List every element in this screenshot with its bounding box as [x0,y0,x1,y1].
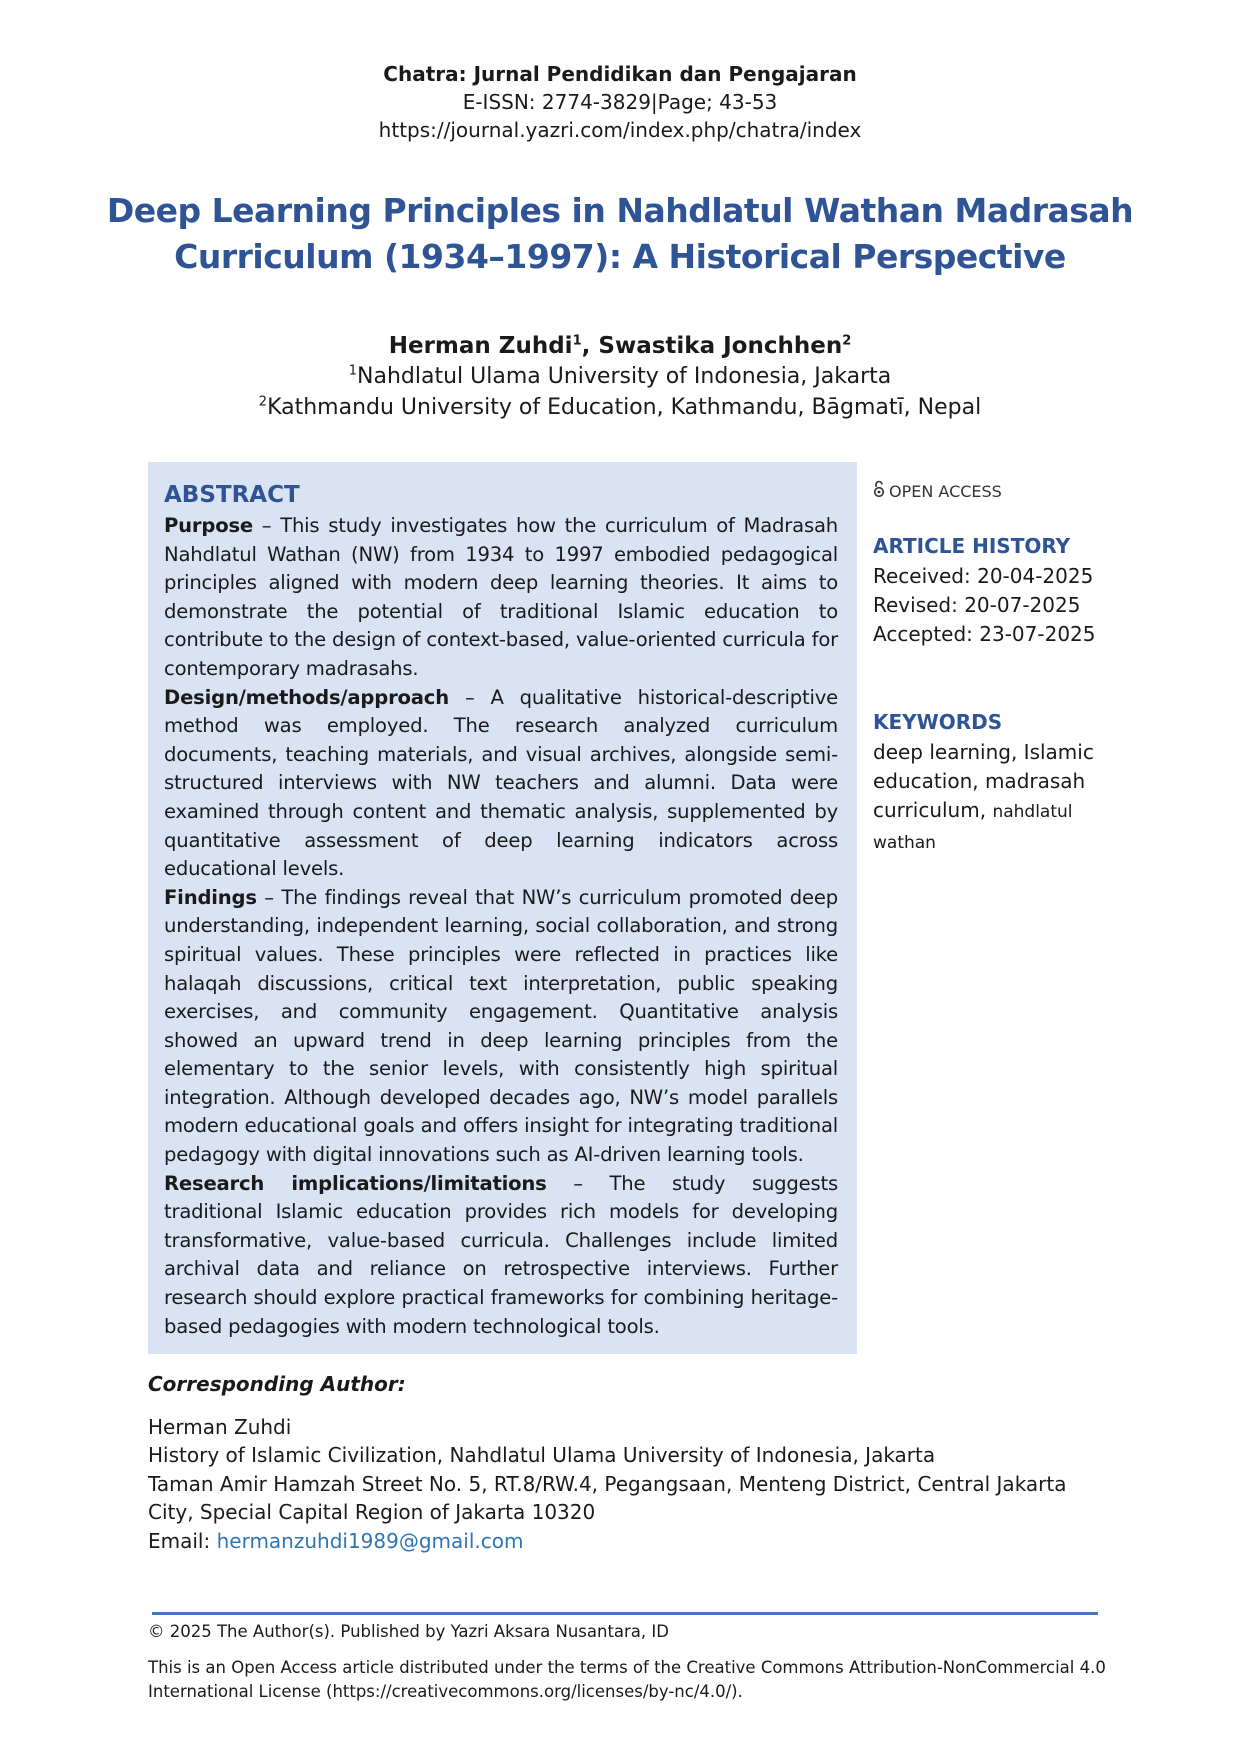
author-2-sup: 2 [842,333,852,349]
received-date: Received: 20-04-2025 [873,564,1094,588]
abstract-findings [164,884,838,1170]
copyright-notice: © 2025 The Author(s). Published by Yazri Aksara Nusantara, ID [148,1622,669,1641]
journal-header [0,60,1240,144]
corresponding-address: Taman Amir Hamzah Street No. 5, RT.8/RW.4, Pegangsaan, Menteng District, Central Jakarta City, Special Capital Region of Jakarta 10320 [148,1471,1067,1525]
abstract-purpose [164,512,838,684]
open-access-lock-icon [873,480,885,502]
design-text: – A qualitative historical-descriptive method was employed. The research analyzed curriculum documents, teaching materials, and visual archives, alongside semi-structured interviews with NW teachers and alumni. Data were examined through content and thematic analysis, supplemented by quantitative assessment of deep learning indicators across educational levels. [164,685,838,881]
keywords-small: nahdlatul wathan [873,802,1073,853]
keywords-section [873,710,1113,858]
affiliation-2-text: Kathmandu University of Education, Kathmandu, Bāgmatī, Nepal [267,395,982,420]
journal-url[interactable]: https://journal.yazri.com/index.php/chatra/index [378,118,862,142]
corresponding-email-line [148,1527,1108,1556]
author-1-sup: 1 [572,333,582,349]
abstract-design [164,684,838,884]
title-line-1: Deep Learning Principles in Nahdlatul Wathan Madrasah [106,191,1134,230]
license-notice: This is an Open Access article distributed under the terms of the Creative Commons Attribution-NonCommercial 4.0 International License (https://creativecommons.org/licenses/by-nc/4.0/). [148,1658,1106,1701]
affiliation-1-text: Nahdlatul Ulama University of Indonesia, Jakarta [357,364,892,389]
paper-title [100,188,1140,280]
purpose-text: – This study investigates how the curriculum of Madrasah Nahdlatul Wathan (NW) from 1934 to 1997 embodied pedagogical principles aligned with modern deep learning theories. It aims to demonstrate the potential of traditional Islamic education to contribute to the design of context-based, value-oriented curricula for contemporary madrasahs. [164,514,838,680]
open-access-badge [873,480,1113,502]
accepted-date: Accepted: 23-07-2025 [873,622,1096,646]
article-history-heading: ARTICLE HISTORY [873,534,1071,558]
journal-name: Chatra: Jurnal Pendidikan dan Pengajaran [383,62,857,86]
email-link[interactable]: hermanzuhdi1989@gmail.com [216,1528,524,1553]
research-label: Research implications/limitations [164,1171,547,1195]
journal-issn: E-ISSN: 2774-3829|Page; 43-53 [462,90,778,114]
author-2: Swastika Jonchhen [598,333,843,359]
research-text: – The study suggests traditional Islamic education provides rich models for developing transformative, value-based curricula. Challenges include limited archival data and reliance on retrospective interviews. Further research should explore practical frameworks for combining heritage-based pedagogies with modern technological tools. [164,1171,839,1338]
abstract-heading: ABSTRACT [164,482,300,508]
corresponding-author [148,1370,1108,1556]
keywords-text [873,738,1113,858]
corresponding-name: Herman Zuhdi [148,1414,292,1439]
author-list [0,330,1240,362]
affiliation-2 [0,393,1240,423]
findings-text: – The findings reveal that NW’s curriculum promoted deep understanding, independent learning, social collaboration, and strong spiritual values. These principles were reflected in practices like halaqah discussions, critical text interpretation, public speaking exercises, and community engagement. Quantitative analysis showed an upward trend in deep learning principles from the elementary to the senior levels, with consistently high spiritual integration. Although developed decades ago, NW’s model parallels modern educational goals and offers insight for integrating traditional pedagogy with digital innovations such as AI-driven learning tools. [164,885,838,1167]
abstract-body [164,512,838,1341]
findings-label: Findings [164,885,257,909]
design-label: Design/methods/approach [164,685,449,709]
article-history [873,534,1113,649]
affiliation-1-sup: 1 [348,363,358,379]
email-label: Email: [148,1528,217,1553]
keywords-heading: KEYWORDS [873,710,1003,734]
corresponding-dept: History of Islamic Civilization, Nahdlatul Ulama University of Indonesia, Jakarta [148,1443,936,1468]
author-1: Herman Zuhdi [388,333,573,359]
open-access-label: OPEN ACCESS [889,481,1002,501]
revised-date: Revised: 20-07-2025 [873,593,1081,617]
keywords-main: deep learning, Islamic education, madrasah curriculum, [873,740,1094,822]
purpose-label: Purpose [164,514,254,537]
corresponding-heading: Corresponding Author: [148,1372,406,1396]
footer-divider [152,1612,1098,1615]
author-separator: , [581,333,599,359]
abstract-research [164,1170,838,1342]
affiliation-1 [0,362,1240,392]
affiliation-2-sup: 2 [258,394,268,410]
title-line-2: Curriculum (1934–1997): A Historical Perspective [174,237,1066,276]
